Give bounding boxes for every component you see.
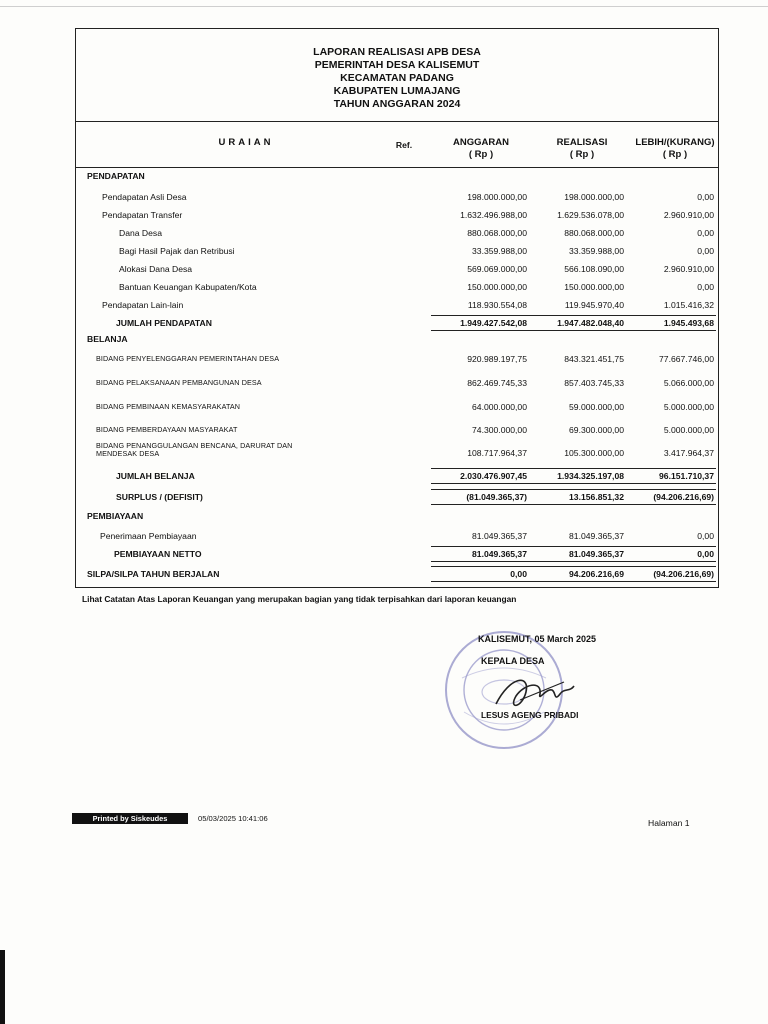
row-label-text: BIDANG PENANGGULANGAN BENCANA, DARURAT DAN [96,441,293,450]
row-label-text: PENDAPATAN [87,171,145,181]
col-header-realisasi-unit: ( Rp ) [569,149,595,160]
row-label [116,471,195,481]
row-label-text: Alokasi Dana Desa [119,264,193,274]
cell-anggaran: 0,00 [510,569,527,579]
cell-anggaran: 74.300.000,00 [472,425,527,435]
row-label [102,192,187,202]
table-row [76,402,718,420]
cell-anggaran: 862.469.745,33 [467,378,527,388]
row-label [100,531,197,541]
total-rule [431,546,529,547]
total-rule [618,566,716,567]
row-label-text: Penerimaan Pembiayaan [100,531,197,541]
row-label [96,354,279,363]
total-rule-bottom [618,504,716,505]
cell-anggaran: (81.049.365,37) [466,492,527,502]
cell-anggaran: 81.049.365,37 [472,549,527,559]
col-header-realisasi [532,137,632,161]
row-label-text: Dana Desa [119,228,162,238]
total-rule-bottom [431,504,529,505]
cell-anggaran: 33.359.988,00 [472,246,527,256]
signature-scribble [490,670,580,714]
cell-anggaran: 1.632.496.988,00 [460,210,527,220]
total-rule [528,315,626,316]
row-label-text: BIDANG PEMBERDAYAAN MASYARAKAT [96,425,238,434]
cell-realisasi: 105.300.000,00 [564,448,624,458]
row-label-text: BIDANG PENYELENGGARAN PEMERINTAHAN DESA [96,354,280,363]
table-row [76,210,718,228]
row-label-text: Pendapatan Asli Desa [102,192,187,202]
cell-anggaran: 920.989.197,75 [467,354,527,364]
col-header-anggaran-unit: ( Rp ) [468,149,494,160]
cell-realisasi: 59.000.000,00 [569,402,624,412]
page-number: Halaman 1 [648,818,690,828]
printed-by-badge: Printed by Siskeudes [72,813,188,824]
total-rule-bottom [528,330,626,331]
row-label [102,210,182,220]
row-label-text: JUMLAH PENDAPATAN [116,318,212,328]
cell-realisasi: 880.068.000,00 [564,228,624,238]
table-row [76,569,718,587]
row-label-text: JUMLAH BELANJA [116,471,195,481]
cell-anggaran: 118.930.554,08 [467,300,527,310]
table-row [76,334,718,352]
total-rule [431,468,529,469]
cell-anggaran: 198.000.000,00 [467,192,527,202]
cell-lebih: 0,00 [697,192,714,202]
total-rule [528,489,626,490]
total-rule [528,546,626,547]
table-row [76,354,718,372]
cell-lebih: 0,00 [697,228,714,238]
cell-lebih: 2.960.910,00 [663,264,714,274]
signature-role: KEPALA DESA [481,656,545,666]
cell-realisasi: 843.321.451,75 [564,354,624,364]
total-rule [431,566,529,567]
cell-realisasi: 13.156.851,32 [569,492,624,502]
total-rule-bottom [431,483,529,484]
total-rule [618,468,716,469]
row-label [87,171,145,181]
table-row [76,549,718,567]
col-header-anggaran-label: ANGGARAN [453,137,509,148]
row-label-text: Bagi Hasil Pajak dan Retribusi [119,246,235,256]
cell-lebih: (94.206.216,69) [653,492,714,502]
row-label-text: SURPLUS / (DEFISIT) [116,492,203,502]
col-header-ref: Ref. [395,140,413,150]
row-label [96,402,240,411]
table-row [76,192,718,210]
total-rule-bottom [528,504,626,505]
report-title: LAPORAN REALISASI APB DESA [313,46,481,58]
row-label-text: Bantuan Keuangan Kabupaten/Kota [119,282,257,292]
table-row [76,511,718,529]
cell-realisasi: 81.049.365,37 [569,531,624,541]
row-label-text-continued: MENDESAK DESA [96,449,160,458]
total-rule-bottom [528,581,626,582]
cell-realisasi: 1.629.536.078,00 [557,210,624,220]
table-row [76,171,718,189]
total-rule-bottom [528,483,626,484]
cell-anggaran: 81.049.365,37 [472,531,527,541]
row-label [96,442,292,458]
total-rule-bottom [618,483,716,484]
table-row [76,441,718,466]
cell-realisasi: 33.359.988,00 [569,246,624,256]
row-label-text: PEMBIAYAAN [87,511,144,521]
total-rule [431,489,529,490]
cell-lebih: 0,00 [697,282,714,292]
cell-realisasi: 94.206.216,69 [569,569,624,579]
signature-name: LESUS AGENG PRIBADI [481,710,579,720]
row-label [114,549,202,559]
table-row [76,471,718,489]
row-label-text: Pendapatan Transfer [102,210,183,220]
report-village: PEMERINTAH DESA KALISEMUT [314,59,480,71]
signature-place-date: KALISEMUT, 05 March 2025 [478,634,597,644]
table-row [76,228,718,246]
total-rule-bottom [618,330,716,331]
total-rule-bottom [431,581,529,582]
total-rule-bottom [618,561,716,562]
cell-lebih: 3.417.964,37 [663,448,714,458]
row-label-text: PEMBIAYAAN NETTO [114,549,202,559]
report-title-block [76,29,718,122]
cell-realisasi: 69.300.000,00 [569,425,624,435]
cell-lebih: 5.000.000,00 [663,425,714,435]
cell-lebih: 1.015.416,32 [663,300,714,310]
row-label [119,246,235,256]
row-label [102,300,183,310]
cell-lebih: 0,00 [697,246,714,256]
cell-anggaran: 2.030.476.907,45 [460,471,527,481]
row-label [87,569,219,579]
total-rule [618,315,716,316]
footnote: Lihat Catatan Atas Laporan Keuangan yang merupakan bagian yang tidak terpisahkan dari laporan keuangan [82,594,517,604]
cell-lebih: 5.066.000,00 [663,378,714,388]
cell-lebih: 77.667.746,00 [659,354,714,364]
report-district: KECAMATAN PADANG [340,72,454,84]
row-label [119,282,257,292]
col-header-uraian: URAIAN [218,137,274,148]
cell-anggaran: 150.000.000,00 [467,282,527,292]
total-rule-bottom [431,561,529,562]
row-label [96,425,237,434]
cell-lebih: 0,00 [697,549,714,559]
cell-anggaran: 1.949.427.542,08 [460,318,527,328]
cell-realisasi: 566.108.090,00 [564,264,624,274]
cell-realisasi: 119.945.970,40 [564,300,624,310]
col-header-lebih-label: LEBIH/(KURANG) [635,137,715,148]
cell-anggaran: 108.717.964,37 [467,448,527,458]
col-header-anggaran [431,137,531,161]
row-label-text: Pendapatan Lain-lain [102,300,184,310]
cell-realisasi: 1.934.325.197,08 [557,471,624,481]
cell-realisasi: 150.000.000,00 [564,282,624,292]
cell-anggaran: 64.000.000,00 [472,402,527,412]
scan-edge-bar [0,950,5,1024]
report-fiscal-year: TAHUN ANGGARAN 2024 [333,98,461,110]
cell-lebih: 2.960.910,00 [663,210,714,220]
table-row [76,378,718,396]
row-label [119,228,162,238]
row-label-text: BIDANG PEMBINAAN KEMASYARAKATAN [96,402,241,411]
cell-lebih: 1.945.493,68 [663,318,714,328]
col-header-lebih-kurang [628,137,722,161]
row-label [96,378,262,387]
total-rule [618,546,716,547]
table-row [76,246,718,264]
table-row [76,264,718,282]
row-label [87,511,143,521]
total-rule [618,489,716,490]
cell-lebih: 5.000.000,00 [663,402,714,412]
row-label-text: BIDANG PELAKSANAAN PEMBANGUNAN DESA [96,378,262,387]
row-label [119,264,192,274]
table-row [76,282,718,300]
report-sheet [75,28,719,588]
cell-anggaran: 880.068.000,00 [467,228,527,238]
print-timestamp: 05/03/2025 10:41:06 [198,814,268,823]
row-label [116,492,203,502]
total-rule [528,468,626,469]
cell-realisasi: 857.403.745,33 [564,378,624,388]
cell-realisasi: 81.049.365,37 [569,549,624,559]
cell-lebih: 96.151.710,37 [659,471,714,481]
cell-lebih: 0,00 [697,531,714,541]
report-regency: KABUPATEN LUMAJANG [333,85,461,97]
total-rule [431,315,529,316]
total-rule-bottom [528,561,626,562]
cell-realisasi: 1.947.482.048,40 [557,318,624,328]
row-label [87,334,128,344]
total-rule-bottom [618,581,716,582]
total-rule-bottom [431,330,529,331]
total-rule [528,566,626,567]
col-header-realisasi-label: REALISASI [556,137,608,148]
row-label-text: BELANJA [87,334,128,344]
row-label-text: SILPA/SILPA TAHUN BERJALAN [87,569,220,579]
cell-realisasi: 198.000.000,00 [564,192,624,202]
table-header [76,121,718,168]
cell-lebih: (94.206.216,69) [653,569,714,579]
row-label [116,318,212,328]
scan-edge-line [0,6,768,7]
table-row [76,492,718,510]
cell-anggaran: 569.069.000,00 [467,264,527,274]
col-header-lebih-unit: ( Rp ) [662,149,688,160]
